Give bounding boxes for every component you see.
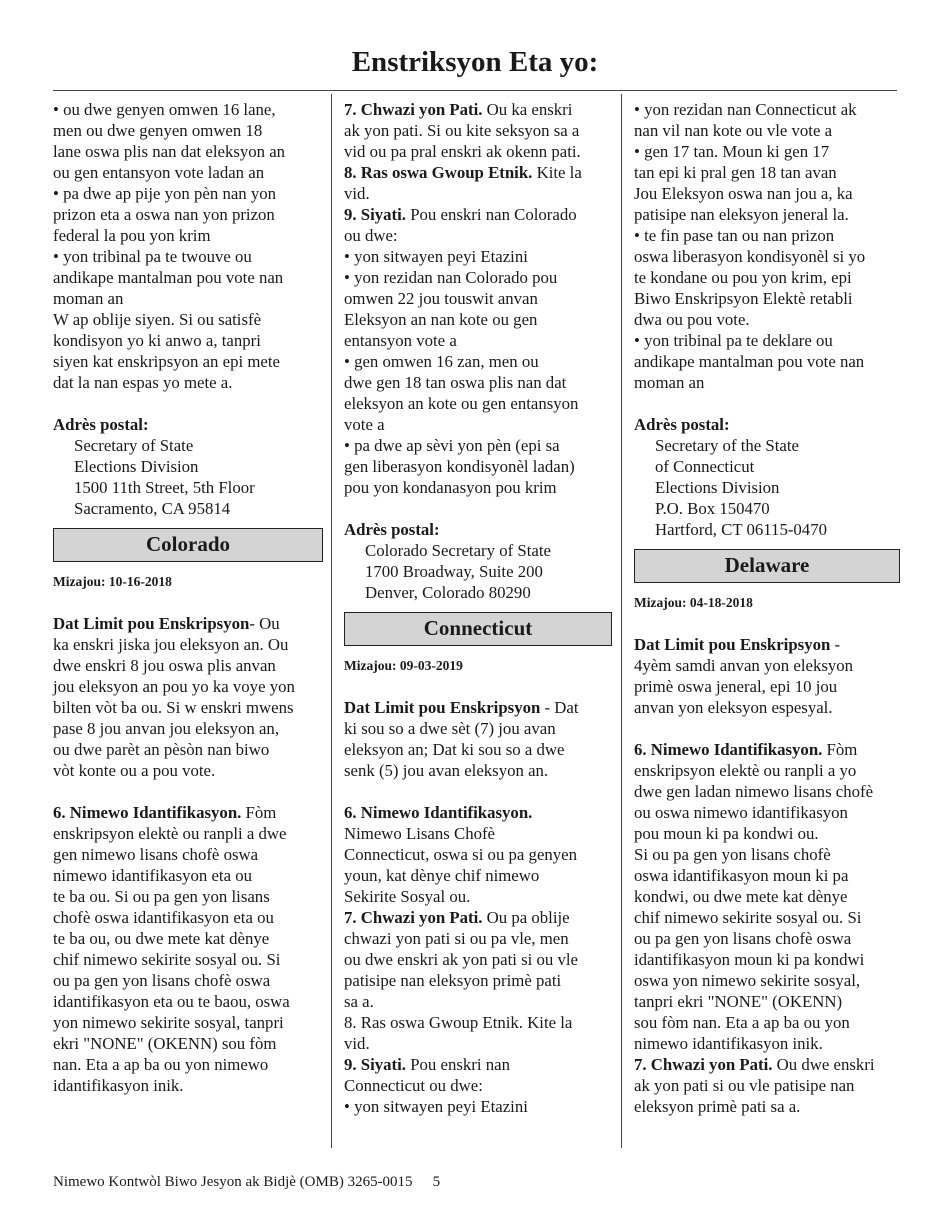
text-line: • yon tribinal pa te twouve ou [53, 247, 252, 266]
text-line: patisipe nan eleksyon primè pati [344, 971, 562, 990]
race-section [344, 162, 612, 204]
revision-date: Mizajou: 09-03-2019 [344, 658, 463, 673]
text-line: • yon tribinal pa te deklare ou [634, 331, 833, 350]
text-line: men ou dwe genyen omwen 18 [53, 121, 263, 140]
address-line: P.O. Box 150470 [655, 499, 770, 518]
address-line: Secretary of State [74, 436, 194, 455]
text-line: federal la pou yon krim [53, 226, 211, 245]
text-run: Pou enskri nan [406, 1055, 510, 1074]
text-line: dwa ou pou vote. [634, 310, 750, 329]
address-line: Sacramento, CA 95814 [74, 499, 231, 518]
text-run: Ou ka enskri [482, 100, 573, 119]
text-line: ka enskri jiska jou eleksyon an. Ou [53, 635, 289, 654]
text-line: ak yon pati si ou vle patisipe nan [634, 1076, 855, 1095]
text-line: dwe enskri 8 jou oswa plis anvan [53, 656, 276, 675]
text-line: te ba ou. Si ou pa gen yon lisans [53, 887, 270, 906]
text-line: vid. [344, 184, 370, 203]
text-line: Connecticut, oswa si ou pa genyen [344, 845, 578, 864]
text-line: • gen 17 tan. Moun ki gen 17 [634, 142, 830, 161]
text-line: chofè oswa idantifikasyon eta ou [53, 908, 274, 927]
text-line: Si ou pa gen yon lisans chofè [634, 845, 831, 864]
section-heading: 6. Nimewo Idantifikasyon. [634, 740, 823, 759]
text-line: ki sou so a dwe sèt (7) jou avan [344, 719, 556, 738]
section-heading: 9. Siyati. [344, 1055, 407, 1074]
mailing-address [344, 540, 612, 603]
state-header-connecticut: Connecticut [344, 612, 612, 646]
column-3 [634, 99, 900, 1117]
address-line: Elections Division [655, 478, 780, 497]
connecticut-requirements [634, 99, 900, 393]
text-line: vote a [344, 415, 385, 434]
section-heading: 7. Chwazi yon Pati. [344, 908, 483, 927]
revision-date: Mizajou: 04-18-2018 [634, 595, 753, 610]
section-heading: 8. Ras oswa Gwoup Etnik. [344, 163, 533, 182]
address-line: 1500 11th Street, 5th Floor [74, 478, 255, 497]
text-line: • te fin pase tan ou nan prizon [634, 226, 835, 245]
text-line: ou dwe parèt an pèsòn nan biwo [53, 740, 270, 759]
text-line: enskripsyon elektè ou ranpli a dwe [53, 824, 287, 843]
page-title: Enstriksyon Eta yo: [351, 46, 599, 78]
text-line: kondisyon yo ki anwo a, tanpri [53, 331, 261, 350]
id-number-section [53, 802, 323, 1096]
address-line: Secretary of the State [655, 436, 799, 455]
text-line: Eleksyon an nan kote ou gen [344, 310, 538, 329]
text-line: Biwo Enskripsyon Elektè retabli [634, 289, 853, 308]
section-heading: 9. Siyati. [344, 205, 407, 224]
state-header-colorado: Colorado [53, 528, 323, 562]
text-line: andikape mantalman pou vote nan [53, 268, 284, 287]
text-line: vid ou pa pral enskri ak okenn pati. [344, 142, 581, 161]
title-divider [53, 90, 897, 91]
column-2 [344, 99, 612, 1117]
address-line: Elections Division [74, 457, 199, 476]
text-line: nimewo idantifikasyon inik. [634, 1034, 823, 1053]
text-line: • gen omwen 16 zan, men ou [344, 352, 539, 371]
text-line: yon nimewo sekirite sosyal, tanpri [53, 1013, 284, 1032]
text-line: siyen kat enskripsyon an epi mete [53, 352, 280, 371]
text-line: jou eleksyon an pou yo ka voye yon [53, 677, 295, 696]
text-run: Ou pa oblije [482, 908, 570, 927]
race-section [344, 1012, 612, 1054]
text-line: • ou dwe genyen omwen 16 lane, [53, 100, 276, 119]
text-line: anvan yon eleksyon espesyal. [634, 698, 833, 717]
column-1 [53, 99, 323, 1096]
section-heading: 6. Nimewo Idantifikasyon. [344, 803, 533, 822]
signature-section [344, 204, 612, 498]
text-line: nan. Eta a ap ba ou yon nimewo [53, 1055, 269, 1074]
text-line: • yon sitwayen peyi Etazini [344, 247, 528, 266]
text-line: • yon rezidan nan Connecticut ak [634, 100, 857, 119]
text-line: tan epi ki pral gen 18 tan avan [634, 163, 837, 182]
text-line: nan vil nan kote ou vle vote a [634, 121, 833, 140]
registration-deadline [344, 697, 612, 781]
text-run: Fòm [822, 740, 858, 759]
text-line: youn, kat dènye chif nimewo [344, 866, 540, 885]
text-line: • pa dwe ap pije yon pèn nan yon [53, 184, 277, 203]
column-divider-1 [331, 94, 332, 1148]
id-number-section [634, 739, 900, 1054]
text-line: moman an [634, 373, 705, 392]
text-line: ou gen entansyon vote ladan an [53, 163, 265, 182]
text-run: Fòm [241, 803, 277, 822]
text-run: Ou dwe enskri [772, 1055, 875, 1074]
text-line: vid. [344, 1034, 370, 1053]
party-section [634, 1054, 900, 1117]
text-line: 8. Ras oswa Gwoup Etnik. Kite la [344, 1013, 573, 1032]
text-line: pou yon kondanasyon pou krim [344, 478, 557, 497]
address-line: Hartford, CT 06115-0470 [655, 520, 827, 539]
text-line: vòt konte ou a pou vote. [53, 761, 216, 780]
registration-deadline [634, 634, 900, 718]
text-run: Pou enskri nan Colorado [406, 205, 577, 224]
section-heading: Dat Limit pou Enskripsyon [634, 635, 831, 654]
address-label: Adrès postal: [53, 415, 149, 434]
california-requirements [53, 99, 323, 393]
text-line: ou oswa nimewo idantifikasyon [634, 803, 848, 822]
address-line: Denver, Colorado 80290 [365, 583, 531, 602]
text-line: Sekirite Sosyal ou. [344, 887, 471, 906]
text-line: prizon eta a oswa nan yon prizon [53, 205, 275, 224]
text-line: idantifikasyon inik. [53, 1076, 184, 1095]
text-line: oswa idantifikasyon moun ki pa [634, 866, 849, 885]
text-line: ou pa gen yon lisans chofè oswa [634, 929, 852, 948]
text-line: andikape mantalman pou vote nan [634, 352, 865, 371]
mailing-address [53, 435, 323, 519]
id-number-section [344, 802, 612, 907]
mailing-address [634, 435, 900, 540]
text-line: omwen 22 jou touswit anvan [344, 289, 538, 308]
text-line: ou dwe enskri ak yon pati si ou vle [344, 950, 578, 969]
text-line: pase 8 jou anvan jou eleksyon an, [53, 719, 280, 738]
text-line: pou moun ki pa kondwi ou. [634, 824, 819, 843]
text-line: te kondane ou pou yon krim, epi [634, 268, 852, 287]
text-line: ak yon pati. Si ou kite seksyon sa a [344, 121, 580, 140]
text-line: • yon sitwayen peyi Etazini [344, 1097, 528, 1116]
text-line: ou pa gen yon lisans chofè oswa [53, 971, 271, 990]
text-line: W ap oblije siyen. Si ou satisfè [53, 310, 262, 329]
text-line: 4yèm samdi anvan yon eleksyon [634, 656, 854, 675]
text-line: eleksyon an; Dat ki sou so a dwe [344, 740, 565, 759]
text-line: Nimewo Lisans Chofè [344, 824, 496, 843]
section-heading: 6. Nimewo Idantifikasyon. [53, 803, 242, 822]
omb-control-number: Nimewo Kontwòl Biwo Jesyon ak Bidjè (OMB) 3265-0015 [53, 1174, 413, 1190]
page-number: 5 [432, 1174, 441, 1190]
text-line: oswa yon nimewo sekirite sosyal, [634, 971, 861, 990]
text-line: te ba ou, ou dwe mete kat dènye [53, 929, 270, 948]
section-heading: 7. Chwazi yon Pati. [344, 100, 483, 119]
text-line: chif nimewo sekirite sosyal ou. Si [634, 908, 862, 927]
text-line: sa a. [344, 992, 374, 1011]
text-line: oswa liberasyon kondisyonèl si yo [634, 247, 866, 266]
text-line: idantifikasyon moun ki pa kondwi [634, 950, 865, 969]
text-line: gen liberasyon kondisyonèl ladan) [344, 457, 575, 476]
text-line: tanpri ekri "NONE" (OKENN) [634, 992, 843, 1011]
text-line: ekri "NONE" (OKENN) sou fòm [53, 1034, 277, 1053]
state-header-delaware: Delaware [634, 549, 900, 583]
section-heading: Dat Limit pou Enskripsyon [344, 698, 541, 717]
address-line: 1700 Broadway, Suite 200 [365, 562, 543, 581]
text-run: - Ou [249, 614, 280, 633]
text-line: eleksyon primè pati sa a. [634, 1097, 801, 1116]
text-line: lane oswa plis nan dat eleksyon an [53, 142, 286, 161]
text-line: gen nimewo lisans chofè oswa [53, 845, 259, 864]
text-line: sou fòm nan. Eta a ap ba ou yon [634, 1013, 850, 1032]
text-line: • yon rezidan nan Colorado pou [344, 268, 558, 287]
text-line: eleksyon an kote ou gen entansyon [344, 394, 579, 413]
text-line: bilten vòt ba ou. Si w enskri mwens [53, 698, 294, 717]
text-line: entansyon vote a [344, 331, 457, 350]
text-line: nimewo idantifikasyon eta ou [53, 866, 252, 885]
text-line: Jou Eleksyon oswa nan jou a, ka [634, 184, 853, 203]
signature-section [344, 1054, 612, 1117]
registration-deadline [53, 613, 323, 781]
address-label: Adrès postal: [634, 415, 730, 434]
column-divider-2 [621, 94, 622, 1148]
party-section [344, 99, 612, 162]
text-line: patisipe nan eleksyon jeneral la. [634, 205, 849, 224]
address-line: of Connecticut [655, 457, 755, 476]
text-line: enskripsyon elektè ou ranpli a yo [634, 761, 857, 780]
text-line: idantifikasyon eta ou te baou, oswa [53, 992, 290, 1011]
text-line: dat la nan espas yo mete a. [53, 373, 233, 392]
address-label: Adrès postal: [344, 520, 440, 539]
revision-date: Mizajou: 10-16-2018 [53, 574, 172, 589]
text-line: • pa dwe ap sèvi yon pèn (epi sa [344, 436, 560, 455]
text-line: ou dwe: [344, 226, 398, 245]
text-line: primè oswa jeneral, epi 10 jou [634, 677, 838, 696]
party-section [344, 907, 612, 1012]
section-heading: Dat Limit pou Enskripsyon [53, 614, 250, 633]
text-line: chif nimewo sekirite sosyal ou. Si [53, 950, 281, 969]
text-line: Connecticut ou dwe: [344, 1076, 483, 1095]
text-line: chwazi yon pati si ou pa vle, men [344, 929, 569, 948]
text-run: - [830, 635, 841, 654]
text-line: kondwi, ou dwe mete kat dènye [634, 887, 848, 906]
text-line: dwe gen ladan nimewo lisans chofè [634, 782, 874, 801]
text-run: - Dat [540, 698, 579, 717]
text-line: moman an [53, 289, 124, 308]
text-line: senk (5) jou avan eleksyon an. [344, 761, 549, 780]
text-line: dwe gen 18 tan oswa plis nan dat [344, 373, 567, 392]
page-footer [53, 1174, 440, 1191]
address-line: Colorado Secretary of State [365, 541, 551, 560]
text-run: Kite la [532, 163, 582, 182]
section-heading: 7. Chwazi yon Pati. [634, 1055, 773, 1074]
